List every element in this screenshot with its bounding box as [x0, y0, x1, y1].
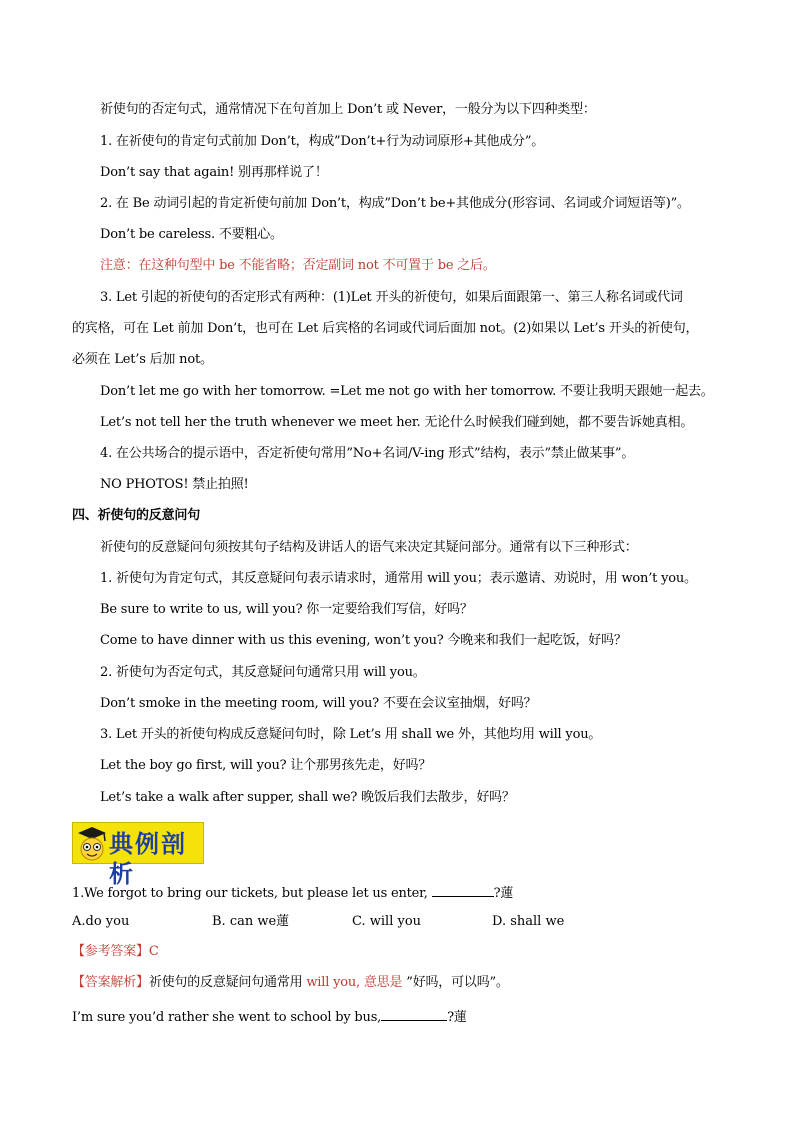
text-line: 的宾格，可在 Let 前加 Don’t，也可在 Let 后宾格的名词或代词后面加 not。(2)如果以 Let’s 开头的祈使句， [72, 321, 699, 336]
note-line: 注意：在这种句型中 be 不能省略；否定副词 not 不可置于 be 之后。 [100, 258, 496, 273]
question-end: ?蓮 [493, 886, 514, 901]
analysis-highlight: will you, 意思是 [306, 975, 403, 990]
text-line: 1. 祈使句为肯定句式，其反意疑问句表示请求时，通常用 will you；表示邀请、劝说时，用 won’t you。 [100, 571, 697, 586]
option-d: D. shall we [492, 914, 565, 929]
question-text: I’m sure you’d rather she went to school by bus, [72, 1010, 382, 1025]
option-b: B. can we蓮 [212, 914, 290, 929]
answer-value: C [148, 944, 159, 959]
example-banner [72, 822, 204, 888]
analysis-text: 祈使句的反意疑问句通常用 [148, 975, 307, 990]
answer-blank [381, 1008, 447, 1021]
text-line: 2. 在 Be 动词引起的肯定祈使句前加 Don’t，构成”Don’t be+其他成分(形容词、名词或介词短语等)”。 [100, 196, 690, 211]
answer-analysis [72, 975, 509, 991]
text-line: 祈使句的否定句式，通常情况下在句首加上 Don’t 或 Never，一般分为以下四种类型： [100, 102, 596, 117]
banner-label: 典例剖析 [109, 830, 187, 888]
text-line: Don’t say that again! 别再那样说了！ [100, 165, 328, 180]
section-heading: 四、祈使句的反意问句 [72, 508, 201, 523]
option-c: C. will you [352, 914, 422, 929]
option-a: A.do you [72, 914, 130, 929]
example-sentence: Let’s take a walk after supper, shall we? 晚饭后我们去散步，好吗？ [100, 790, 515, 805]
text-line: 必须在 Let’s 后加 not。 [72, 352, 213, 367]
analysis-text-end: ”好吗，可以吗”。 [402, 975, 509, 990]
reference-answer [72, 944, 159, 960]
text-line: 3. Let 引起的祈使句的否定形式有两种：(1)Let 开头的祈使句，如果后面跟第一、第三人称名词或代词 [100, 290, 683, 305]
example-sentence: Don’t smoke in the meeting room, will you? 不要在会议室抽烟，好吗？ [100, 696, 537, 711]
text-line: Don’t be careless. 不要粗心。 [100, 227, 283, 242]
text-line: 1. 在祈使句的肯定句式前加 Don’t，构成”Don’t+行为动词原形+其他成分”。 [100, 134, 545, 149]
text-line: 4. 在公共场合的提示语中，否定祈使句常用”No+名词/V-ing 形式”结构，表示”禁止做某事”。 [100, 446, 635, 461]
answer-blank [432, 884, 494, 897]
text-line: 3. Let 开头的祈使句构成反意疑问句时，除 Let’s 用 shall we 外，其他均用 will you。 [100, 727, 602, 742]
question-line [72, 884, 513, 902]
question-line [72, 1008, 467, 1026]
scholar-mascot-icon [75, 825, 109, 863]
question-text: 1.We forgot to bring our tickets, but please let us enter, [72, 886, 432, 901]
example-sentence: NO PHOTOS! 禁止拍照! [100, 477, 249, 492]
example-sentence: Don’t let me go with her tomorrow. =Let me not go with her tomorrow. 不要让我明天跟她一起去。 [100, 384, 714, 399]
example-sentence: Let’s not tell her the truth whenever we meet her. 无论什么时候我们碰到她，都不要告诉她真相。 [100, 415, 694, 430]
question-end: ?蓮 [447, 1010, 467, 1025]
example-sentence: Let the boy go first, will you? 让个那男孩先走，好吗？ [100, 758, 432, 773]
text-line: 祈使句的反意疑问句须按其句子结构及讲话人的语气来决定其疑问部分。通常有以下三种形式： [100, 540, 638, 555]
answer-label: 【参考答案】 [72, 944, 149, 959]
analysis-label: 【答案解析】 [72, 975, 149, 990]
example-sentence: Come to have dinner with us this evening, won’t you? 今晚来和我们一起吃饭，好吗？ [100, 633, 627, 648]
text-line: 2. 祈使句为否定句式，其反意疑问句通常只用 will you。 [100, 665, 426, 680]
example-sentence: Be sure to write to us, will you? 你一定要给我们写信，好吗？ [100, 602, 473, 617]
